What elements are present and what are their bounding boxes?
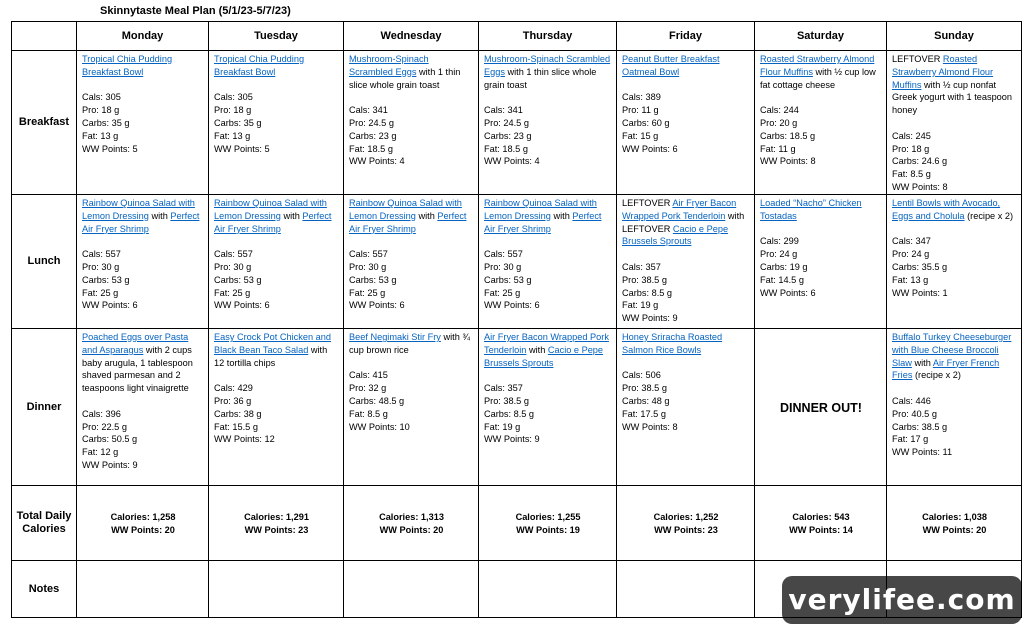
lunch-cell: [755, 195, 887, 329]
nutrition-stat: Cals: 305: [82, 92, 121, 103]
meal-text: with 1 thin slice whole grain toast: [349, 66, 461, 90]
nutrition-stat: Cals: 305: [214, 92, 253, 103]
day-header: Tuesday: [209, 22, 344, 51]
lunch-cell: [479, 195, 617, 329]
dinner-cell: [209, 329, 344, 486]
recipe-link[interactable]: Roasted Strawberry Almond Flour Muffins: [892, 54, 994, 90]
meal-text: with: [280, 210, 303, 221]
nutrition-stat: Carbs: 35.5 g: [892, 261, 948, 272]
meal-description: [349, 197, 474, 235]
meal-text: LEFTOVER: [892, 54, 943, 64]
recipe-link[interactable]: Peanut Butter Breakfast Oatmeal Bowl: [622, 54, 720, 77]
nutrition-stat: WW Points: 5: [214, 143, 270, 154]
recipe-link[interactable]: Air Fryer Bacon Wrapped Pork Tenderloin: [622, 198, 737, 221]
nutrition-stat: WW Points: 6: [82, 300, 138, 311]
breakfast-cell: [755, 51, 887, 195]
nutrition-stat: Pro: 20 g: [760, 117, 798, 128]
nutrition-stat: Cals: 557: [349, 249, 388, 260]
nutrition-stat: WW Points: 8: [622, 421, 678, 432]
meal-description: [760, 197, 882, 223]
nutrition-stat: Fat: 18.5 g: [349, 143, 393, 154]
recipe-link[interactable]: Buffalo Turkey Cheeseburger with Blue Cheese Broccoli Slaw: [892, 332, 1012, 368]
spacer: [892, 382, 1017, 395]
dinner-cell: [479, 329, 617, 486]
spacer: [622, 357, 750, 370]
meal-text: (recipe x 2): [964, 210, 1014, 221]
recipe-link[interactable]: Perfect Air Fryer Shrimp: [349, 210, 467, 234]
nutrition-stat: Fat: 25 g: [214, 287, 251, 298]
spacer: [760, 223, 882, 236]
total-ww-points: WW Points: 20: [922, 525, 987, 535]
nutrition-stat: Carbs: 53 g: [214, 274, 262, 285]
nutrition-stat: Fat: 15.5 g: [214, 421, 258, 432]
breakfast-cell: [479, 51, 617, 195]
row-label-dinner: Dinner: [12, 329, 77, 486]
meal-text: with: [526, 344, 548, 355]
nutrition-stat: Carbs: 53 g: [484, 274, 532, 285]
recipe-link[interactable]: Rainbow Quinoa Salad with Lemon Dressing: [484, 198, 597, 221]
total-ww-points: WW Points: 20: [379, 525, 444, 535]
breakfast-cell: [344, 51, 479, 195]
notes-cell[interactable]: [344, 561, 479, 618]
spacer: [484, 235, 612, 248]
spacer: [349, 91, 474, 104]
meal-description: [760, 53, 882, 91]
dinner-cell: [344, 329, 479, 486]
nutrition-stat: Pro: 38.5 g: [484, 395, 529, 406]
recipe-link[interactable]: Air Fryer Bacon Wrapped Pork Tenderloin: [484, 332, 609, 355]
nutrition-stat: WW Points: 5: [82, 143, 138, 154]
nutrition-stat: Cals: 557: [214, 249, 253, 260]
total-ww-points: WW Points: 14: [789, 525, 853, 535]
nutrition-stat: Carbs: 23 g: [484, 130, 532, 141]
recipe-link[interactable]: Perfect Air Fryer Shrimp: [484, 210, 602, 234]
watermark-logo: verylifee.com: [782, 576, 1022, 624]
spacer: [484, 91, 612, 104]
nutrition-stat: Cals: 389: [622, 92, 661, 103]
nutrition-stat: Pro: 30 g: [349, 261, 387, 272]
header-row: [12, 22, 1022, 51]
meal-text: with ½ cup low fat cottage cheese: [760, 66, 876, 90]
spacer: [214, 369, 339, 382]
recipe-link[interactable]: Poached Eggs over Pasta and Asparagus: [82, 332, 189, 355]
meal-description: [892, 53, 1017, 117]
nutrition-stat: Cals: 446: [892, 395, 931, 406]
total-cell: [479, 486, 617, 561]
dinner-out-label: DINNER OUT!: [780, 400, 862, 415]
nutrition-stat: Fat: 19 g: [484, 421, 521, 432]
nutrition-stat: Carbs: 38.5 g: [892, 421, 948, 432]
nutrition-stat: Carbs: 19 g: [760, 261, 808, 272]
nutrition-stat: Carbs: 60 g: [622, 117, 670, 128]
spacer: [484, 369, 612, 382]
day-header: Thursday: [479, 22, 617, 51]
nutrition-stat: WW Points: 8: [892, 181, 948, 192]
totals-row: [12, 486, 1022, 561]
nutrition-stat: Pro: 24 g: [892, 249, 930, 260]
nutrition-stat: Fat: 11 g: [760, 143, 796, 154]
total-calories: Calories: 1,313: [379, 512, 444, 523]
meal-description: [484, 53, 612, 91]
nutrition-stat: WW Points: 6: [214, 300, 270, 311]
spacer: [82, 79, 204, 92]
meal-description: [622, 331, 750, 357]
nutrition-stat: Fat: 14.5 g: [760, 274, 804, 285]
page-title: Skinnytaste Meal Plan (5/1/23-5/7/23): [100, 5, 291, 17]
lunch-cell: [887, 195, 1022, 329]
nutrition-stat: Carbs: 8.5 g: [622, 287, 673, 298]
recipe-link[interactable]: Mushroom-Spinach Scrambled Eggs: [349, 54, 429, 77]
meal-description: [484, 197, 612, 235]
meal-description: [214, 53, 339, 79]
nutrition-stat: Cals: 396: [82, 408, 121, 419]
recipe-link[interactable]: Beef Negimaki Stir Fry: [349, 332, 441, 342]
nutrition-stat: Pro: 22.5 g: [82, 421, 127, 432]
nutrition-stat: Pro: 36 g: [214, 395, 252, 406]
row-label-totals: Total Daily Calories: [12, 486, 77, 561]
spacer: [760, 91, 882, 104]
nutrition-stat: Carbs: 35 g: [82, 117, 130, 128]
nutrition-stat: Carbs: 53 g: [82, 274, 130, 285]
nutrition-stat: Pro: 18 g: [214, 105, 252, 116]
nutrition-stat: Pro: 40.5 g: [892, 408, 937, 419]
nutrition-stat: Pro: 18 g: [82, 105, 120, 116]
corner-cell: [12, 22, 77, 51]
meal-text: with LEFTOVER: [622, 210, 745, 234]
recipe-link[interactable]: Tropical Chia Pudding Breakfast Bowl: [214, 54, 305, 77]
breakfast-cell: [209, 51, 344, 195]
nutrition-stat: Pro: 30 g: [214, 261, 252, 272]
meal-text: with 12 tortilla chips: [214, 344, 328, 368]
nutrition-stat: Cals: 357: [484, 383, 523, 394]
nutrition-stat: Pro: 18 g: [892, 143, 930, 154]
dinner-cell: [617, 329, 755, 486]
day-header: Sunday: [887, 22, 1022, 51]
nutrition-stat: Carbs: 48.5 g: [349, 395, 405, 406]
day-header: Saturday: [755, 22, 887, 51]
nutrition-stat: Carbs: 50.5 g: [82, 434, 138, 445]
total-ww-points: WW Points: 20: [111, 525, 175, 535]
nutrition-stat: WW Points: 4: [484, 156, 540, 167]
meal-description: [892, 331, 1017, 382]
nutrition-stat: Cals: 557: [484, 249, 523, 260]
nutrition-stat: Fat: 13 g: [82, 130, 119, 141]
lunch-cell: [77, 195, 209, 329]
nutrition-stat: WW Points: 6: [760, 287, 816, 298]
spacer: [82, 395, 204, 408]
spacer: [214, 79, 339, 92]
total-ww-points: WW Points: 23: [654, 525, 718, 535]
nutrition-stat: Pro: 11 g: [622, 105, 659, 116]
recipe-link[interactable]: Easy Crock Pot Chicken and Black Bean Taco Salad: [214, 332, 331, 355]
nutrition-stat: Cals: 506: [622, 370, 661, 381]
nutrition-stat: Pro: 38.5 g: [622, 383, 667, 394]
total-ww-points: WW Points: 19: [516, 525, 580, 535]
meal-description: [82, 53, 204, 79]
total-cell: [887, 486, 1022, 561]
nutrition-stat: WW Points: 9: [484, 434, 540, 445]
spacer: [622, 248, 750, 261]
meal-text: with: [148, 210, 171, 221]
recipe-link[interactable]: Cacio e Pepe Brussels Sprouts: [484, 344, 604, 368]
day-header: Wednesday: [344, 22, 479, 51]
total-cell: [755, 486, 887, 561]
lunch-cell: [344, 195, 479, 329]
nutrition-stat: Pro: 30 g: [82, 261, 120, 272]
total-calories: Calories: 1,258: [110, 512, 176, 523]
total-ww-points: WW Points: 23: [244, 525, 309, 535]
nutrition-stat: Pro: 32 g: [349, 383, 387, 394]
meal-description: [892, 197, 1017, 223]
meal-description: [622, 197, 750, 248]
breakfast-row: [12, 51, 1022, 195]
nutrition-stat: WW Points: 9: [82, 459, 138, 470]
lunch-cell: [209, 195, 344, 329]
meal-description: [82, 197, 204, 235]
dinner-cell: [887, 329, 1022, 486]
meal-text: with ¾ cup brown rice: [349, 332, 471, 355]
meal-description: [82, 331, 204, 395]
notes-cell[interactable]: [77, 561, 209, 618]
nutrition-stat: WW Points: 1: [892, 287, 948, 298]
nutrition-stat: Cals: 429: [214, 383, 253, 394]
total-cell: [617, 486, 755, 561]
dinner-row: [12, 329, 1022, 486]
meal-text: with: [911, 357, 933, 368]
nutrition-stat: Cals: 557: [82, 249, 121, 260]
spacer: [622, 79, 750, 92]
row-label-notes: Notes: [12, 561, 77, 618]
meal-text: with: [550, 210, 573, 221]
recipe-link[interactable]: Cacio e Pepe Brussels Sprouts: [622, 223, 729, 247]
total-cell: [77, 486, 209, 561]
nutrition-stat: Pro: 24.5 g: [484, 117, 529, 128]
meal-text: with 1 thin slice whole grain toast: [484, 66, 597, 90]
total-calories: Calories: 1,252: [653, 512, 719, 523]
nutrition-stat: Fat: 13 g: [892, 274, 929, 285]
spacer: [892, 223, 1017, 236]
nutrition-stat: Carbs: 35 g: [214, 117, 262, 128]
notes-cell[interactable]: [617, 561, 755, 618]
nutrition-stat: WW Points: 12: [214, 434, 275, 445]
nutrition-stat: Carbs: 18.5 g: [760, 130, 816, 141]
nutrition-stat: Carbs: 23 g: [349, 130, 397, 141]
nutrition-stat: Pro: 38.5 g: [622, 274, 667, 285]
nutrition-stat: WW Points: 8: [760, 156, 816, 167]
day-header: Friday: [617, 22, 755, 51]
nutrition-stat: Carbs: 53 g: [349, 274, 397, 285]
spacer: [892, 117, 1017, 130]
recipe-link[interactable]: Perfect Air Fryer Shrimp: [82, 210, 200, 234]
total-calories: Calories: 1,038: [922, 512, 987, 523]
spacer: [349, 357, 474, 370]
meal-description: [622, 53, 750, 79]
recipe-link[interactable]: Rainbow Quinoa Salad with Lemon Dressing: [82, 198, 195, 221]
meal-plan-table: [11, 21, 1022, 618]
day-header: Monday: [77, 22, 209, 51]
nutrition-stat: Carbs: 24.6 g: [892, 156, 948, 167]
nutrition-stat: Fat: 15 g: [622, 130, 659, 141]
total-calories: Calories: 1,255: [515, 512, 581, 523]
lunch-cell: [617, 195, 755, 329]
notes-cell[interactable]: [479, 561, 617, 618]
nutrition-stat: Fat: 25 g: [82, 287, 119, 298]
nutrition-stat: Fat: 25 g: [484, 287, 521, 298]
notes-cell[interactable]: [209, 561, 344, 618]
recipe-link[interactable]: Rainbow Quinoa Salad with Lemon Dressing: [214, 198, 327, 221]
recipe-link[interactable]: Loaded “Nacho” Chicken Tostadas: [760, 198, 862, 221]
nutrition-stat: Fat: 8.5 g: [892, 169, 931, 180]
dinner-cell: [755, 329, 887, 486]
meal-text: with: [415, 210, 438, 221]
recipe-link[interactable]: Tropical Chia Pudding Breakfast Bowl: [82, 54, 173, 77]
nutrition-stat: Cals: 341: [484, 105, 523, 116]
nutrition-stat: Fat: 18.5 g: [484, 143, 528, 154]
meal-text: LEFTOVER: [622, 198, 673, 208]
nutrition-stat: Cals: 347: [892, 236, 931, 247]
recipe-link[interactable]: Rainbow Quinoa Salad with Lemon Dressing: [349, 198, 462, 221]
nutrition-stat: Fat: 25 g: [349, 287, 386, 298]
nutrition-stat: WW Points: 6: [622, 143, 678, 154]
breakfast-cell: [77, 51, 209, 195]
nutrition-stat: Cals: 299: [760, 236, 799, 247]
recipe-link[interactable]: Honey Sriracha Roasted Salmon Rice Bowls: [622, 332, 723, 355]
recipe-link[interactable]: Air Fryer French Fries: [892, 357, 1000, 381]
dinner-cell: [77, 329, 209, 486]
nutrition-stat: WW Points: 9: [622, 313, 678, 324]
nutrition-stat: Fat: 12 g: [82, 447, 119, 458]
row-label-breakfast: Breakfast: [12, 51, 77, 195]
nutrition-stat: Pro: 30 g: [484, 261, 522, 272]
meal-description: [349, 53, 474, 91]
nutrition-stat: Cals: 357: [622, 261, 661, 272]
recipe-link[interactable]: Roasted Strawberry Almond Flour Muffins: [760, 54, 875, 77]
recipe-link[interactable]: Mushroom-Spinach Scrambled Eggs: [484, 54, 611, 77]
meal-text: with 2 cups baby arugula, 1 tablespoon shaved parmesan and 2 teaspoons light vinaigrette: [82, 344, 193, 394]
total-cell: [209, 486, 344, 561]
spacer: [82, 235, 204, 248]
nutrition-stat: WW Points: 4: [349, 156, 405, 167]
row-label-lunch: Lunch: [12, 195, 77, 329]
recipe-link[interactable]: Perfect Air Fryer Shrimp: [214, 210, 332, 234]
meal-description: [214, 331, 339, 369]
meal-text: with ½ cup nonfat Greek yogurt with 1 teaspoon honey: [892, 79, 1013, 116]
nutrition-stat: Carbs: 38 g: [214, 408, 262, 419]
total-cell: [344, 486, 479, 561]
meal-description: [214, 197, 339, 235]
nutrition-stat: WW Points: 6: [484, 300, 540, 311]
meal-description: [349, 331, 474, 357]
nutrition-stat: Pro: 24.5 g: [349, 117, 394, 128]
breakfast-cell: [617, 51, 755, 195]
nutrition-stat: Cals: 341: [349, 105, 388, 116]
nutrition-stat: Carbs: 48 g: [622, 395, 670, 406]
nutrition-stat: Carbs: 8.5 g: [484, 408, 535, 419]
nutrition-stat: Fat: 13 g: [214, 130, 251, 141]
nutrition-stat: Pro: 24 g: [760, 249, 798, 260]
total-calories: Calories: 543: [792, 512, 850, 523]
spacer: [214, 235, 339, 248]
nutrition-stat: WW Points: 11: [892, 447, 953, 458]
recipe-link[interactable]: Lentil Bowls with Avocado, Eggs and Cholula: [892, 198, 1001, 221]
spacer: [349, 235, 474, 248]
meal-description: [484, 331, 612, 369]
total-calories: Calories: 1,291: [244, 512, 309, 523]
nutrition-stat: Fat: 19 g: [622, 300, 659, 311]
nutrition-stat: WW Points: 10: [349, 421, 410, 432]
nutrition-stat: Fat: 8.5 g: [349, 408, 388, 419]
breakfast-cell: [887, 51, 1022, 195]
nutrition-stat: Cals: 245: [892, 130, 931, 141]
nutrition-stat: Fat: 17 g: [892, 434, 929, 445]
nutrition-stat: Fat: 17.5 g: [622, 408, 666, 419]
nutrition-stat: Cals: 415: [349, 370, 388, 381]
meal-text: (recipe x 2): [912, 370, 961, 381]
lunch-row: [12, 195, 1022, 329]
nutrition-stat: WW Points: 6: [349, 300, 405, 311]
nutrition-stat: Cals: 244: [760, 105, 799, 116]
